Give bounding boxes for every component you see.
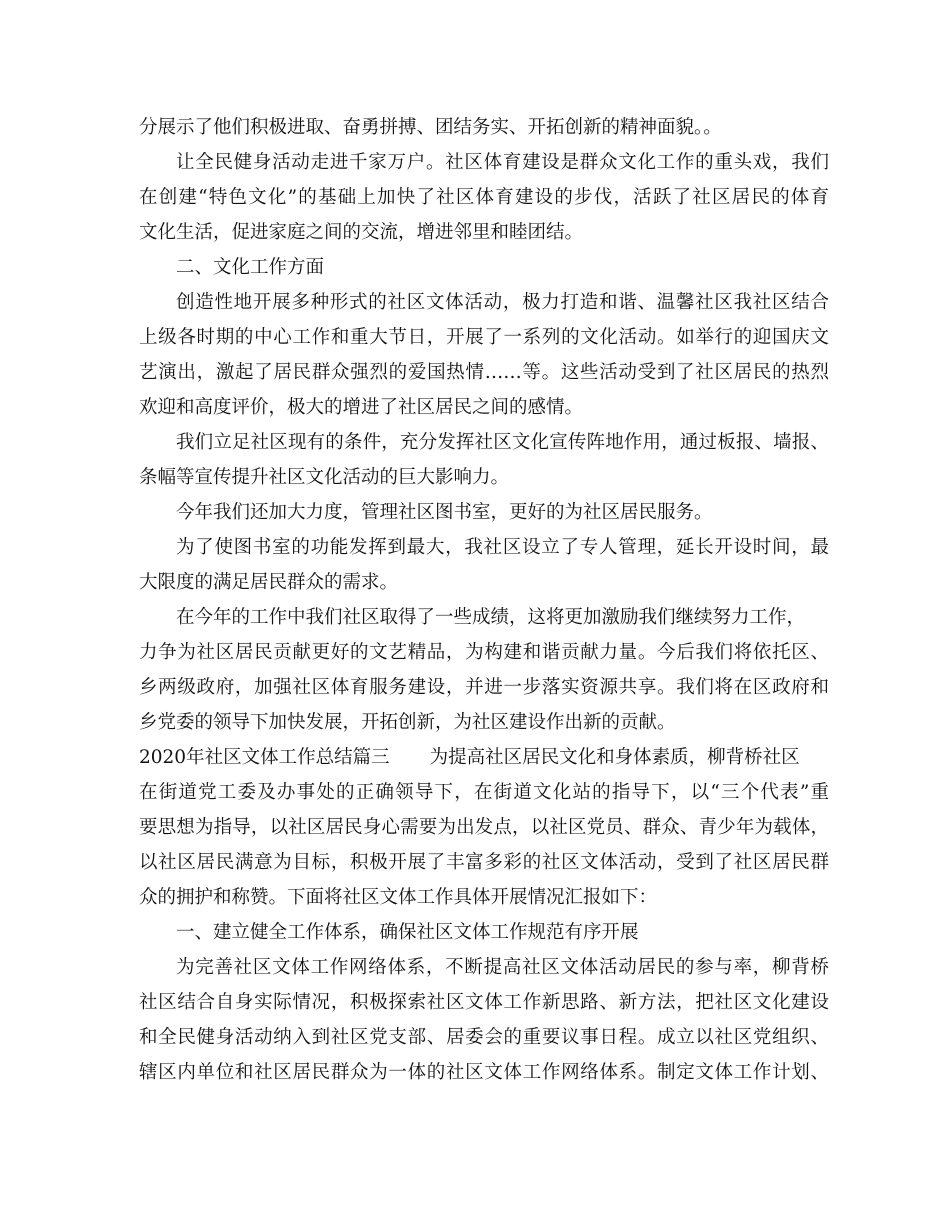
text-line: 众的拥护和称赞。下面将社区文体工作具体开展情况汇报如下： [139,887,658,908]
section-heading: 二、文化工作方面 [176,257,325,278]
text-line: 在创建“特色文化”的基础上加快了社区体育建设的步伐，活跃了社区居民的体育 [139,187,829,208]
text-line: 乡党委的领导下加快发展，开拓创新，为社区建设作出新的贡献。 [139,712,676,733]
text-line: 创造性地开展多种形式的社区文体活动，极力打造和谐、温馨社区我社区结合 [176,292,829,313]
section-title: 2020年社区文体工作总结篇三 [139,747,390,768]
text-line: 在今年的工作中我们社区取得了一些成绩，这将更加激励我们继续努力工作， [176,607,806,628]
text-line: 今年我们还加大力度，管理社区图书室，更好的为社区居民服务。 [176,502,713,523]
text-line: 为了使图书室的功能发挥到最大，我社区设立了专人管理，延长开设时间，最 [176,537,829,558]
text-line: 文化生活，促进家庭之间的交流，增进邻里和睦团结。 [139,222,584,243]
text-line: 社区结合自身实际情况，积极探索社区文体工作新思路、新方法，把社区文化建设 [139,992,829,1013]
text-line: 辖区内单位和社区居民群众为一体的社区文体工作网络体系。制定文体工作计划、 [139,1062,829,1083]
text-line: 乡两级政府，加强社区体育服务建设，并进一步落实资源共享。我们将在区政府和 [139,677,829,698]
text-line: 和全民健身活动纳入到社区党支部、居委会的重要议事日程。成立以社区党组织、 [139,1027,829,1048]
text-line: 上级各时期的中心工作和重大节日，开展了一系列的文化活动。如举行的迎国庆文 [139,327,829,348]
text-line: 以社区居民满意为目标，积极开展了丰富多彩的社区文体活动，受到了社区居民群 [139,852,829,873]
text-line: 我们立足社区现有的条件，充分发挥社区文化宣传阵地作用，通过板报、墙报、 [176,432,829,453]
text-line: 让全民健身活动走进千家万户。社区体育建设是群众文化工作的重头戏，我们 [176,152,829,173]
text-line: 艺演出，激起了居民群众强烈的爱国热情……等。这些活动受到了社区居民的热烈 [139,362,829,383]
text-line: 要思想为指导，以社区居民身心需要为出发点，以社区党员、群众、青少年为载体， [139,817,829,838]
section-title-line [139,741,829,775]
text-line: 欢迎和高度评价，极大的增进了社区居民之间的感情。 [139,397,584,418]
section-lead: 为提高社区居民文化和身体素质，柳背桥社区 [429,747,800,768]
text-line: 分展示了他们积极进取、奋勇拼搏、团结务实、开拓创新的精神面貌。。 [139,117,722,138]
text-line: 大限度的满足居民群众的需求。 [139,572,399,593]
text-line: 为完善社区文体工作网络体系，不断提高社区文体活动居民的参与率，柳背桥 [176,957,829,978]
text-line: 条幅等宣传提升社区文化活动的巨大影响力。 [139,467,510,488]
section-heading: 一、建立健全工作体系，确保社区文体工作规范有序开展 [176,922,639,943]
text-line: 力争为社区居民贡献更好的文艺精品，为构建和谐贡献力量。今后我们将依托区、 [139,642,829,663]
text-line: 在街道党工委及办事处的正确领导下，在街道文化站的指导下，以“三个代表”重 [139,782,829,803]
